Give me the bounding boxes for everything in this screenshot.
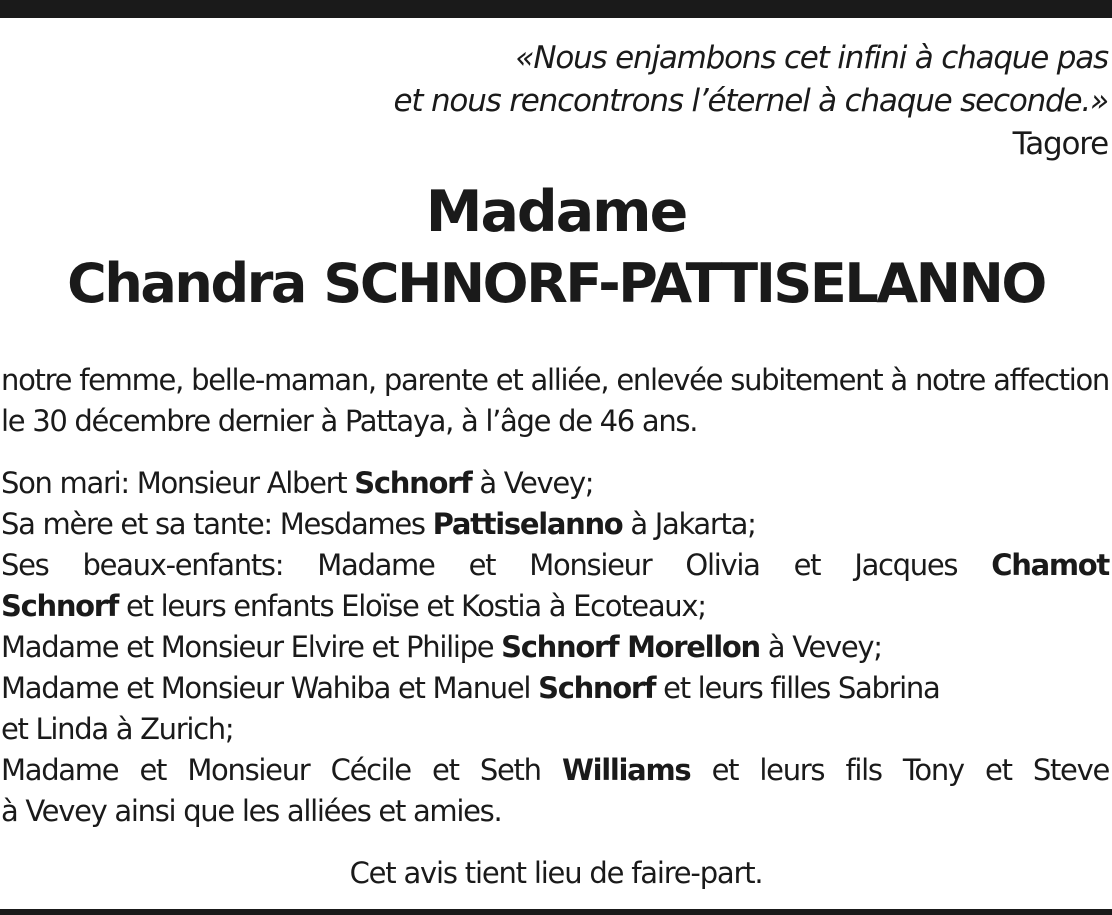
intro-paragraph: notre femme, belle-maman, parente et alliée, enlevée subitement à notre affection le 30 décembre dernier à Pattaya, à l’âge de 46 ans. <box>1 363 1109 438</box>
family-text: Son mari: Monsieur Albert <box>1 466 355 500</box>
family-text: Ses beaux-enfants: Madame et Monsieur Olivia et Jacques <box>1 548 992 582</box>
family-line-stepchildren-1 <box>1 545 1109 586</box>
family-line-stepchildren-1-cont <box>1 586 1109 627</box>
family-line-stepchildren-2 <box>1 627 1109 668</box>
family-text: à Jakarta; <box>622 507 756 541</box>
family-text: et leurs filles Sabrina <box>655 671 940 705</box>
deceased-heading <box>0 176 1112 320</box>
family-text: Madame et Monsieur Elvire et Philipe <box>1 630 502 664</box>
family-line-stepchildren-4 <box>1 750 1109 791</box>
deceased-name: Chandra SCHNORF-PATTISELANNO <box>67 252 1045 315</box>
epigraph-author: Tagore <box>1012 126 1108 162</box>
epigraph <box>394 37 1109 166</box>
deceased-title: Madame <box>425 179 687 245</box>
family-surname: Schnorf <box>354 466 472 500</box>
epigraph-line-2: et nous rencontrons l’éternel à chaque seconde.» <box>393 83 1108 119</box>
family-surname: Pattiselanno <box>432 507 623 541</box>
family-text: et leurs fils Tony et Steve <box>690 753 1110 787</box>
top-rule <box>0 0 1112 18</box>
family-line-stepchildren-3-cont: et Linda à Zurich; <box>1 712 234 746</box>
family-text: à Vevey; <box>471 466 594 500</box>
family-surname: Williams <box>561 753 691 787</box>
family-surname: Chamot <box>991 548 1109 582</box>
bottom-rule <box>0 909 1112 915</box>
family-surname: Schnorf Morellon <box>501 630 760 664</box>
family-line-stepchildren-4-cont: à Vevey ainsi que les alliées et amies. <box>1 794 502 828</box>
family-text: Sa mère et sa tante: Mesdames <box>1 507 433 541</box>
family-text: Madame et Monsieur Cécile et Seth <box>1 753 562 787</box>
epigraph-line-1: «Nous enjambons cet infini à chaque pas <box>515 40 1108 76</box>
family-text: Madame et Monsieur Wahiba et Manuel <box>1 671 539 705</box>
family-surname: Schnorf <box>538 671 656 705</box>
family-text: à Vevey; <box>759 630 882 664</box>
family-line-husband <box>1 463 1109 504</box>
family-text: et leurs enfants Eloïse et Kostia à Ecoteaux; <box>118 589 706 623</box>
family-line-stepchildren-3 <box>1 668 1109 709</box>
family-line-mother <box>1 504 1109 545</box>
notice-body <box>1 360 1109 832</box>
closing-statement: Cet avis tient lieu de faire-part. <box>349 856 763 890</box>
family-list <box>1 463 1109 832</box>
family-surname: Schnorf <box>1 589 119 623</box>
